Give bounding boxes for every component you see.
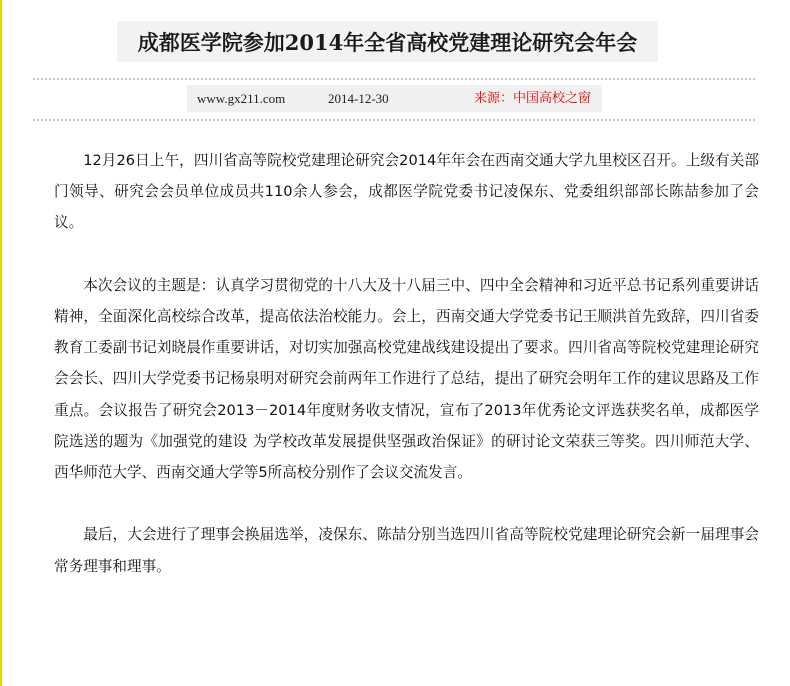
paragraph-2: 本次会议的主题是：认真学习贯彻党的十八大及十八届三中、四中全会精神和习近平总书记系列重要讲话精神，全面深化高校综合改革，提高依法治校能力。会上，西南交通大学党委书记王顺洪首先致辞，四川省委教育工委副书记刘晓晨作重要讲话，对切实加强高校党建战线建设提出了要求。四川省高等院校党建理论研究会会长、四川大学党委书记杨泉明对研究会前两年工作进行了总结，提出了研究会明年工作的建议思路及工作重点。会议报告了研究会2013－2014年度财务收支情况，宣布了2013年优秀论文评选获奖名单，成都医学院选送的题为《加强党的建设 为学校改革发展提供坚强政治保证》的研讨论文荣获三等奖。四川师范大学、西华师范大学、西南交通大学等5所高校分别作了会议交流发言。	[54, 276, 759, 482]
left-border-line	[0, 0, 2, 686]
title-banner	[117, 21, 658, 62]
article-title: 成都医学院参加2014年全省高校党建理论研究会年会	[137, 29, 638, 55]
paragraph-3: 最后，大会进行了理事会换届选举，凌保东、陈喆分别当选四川省高等院校党建理论研究会新一届理事会常务理事和理事。	[54, 526, 759, 575]
source-label[interactable]: 来源：中国高校之窗	[474, 91, 592, 106]
divider-bottom	[33, 119, 755, 121]
article-body	[54, 145, 759, 613]
divider-top	[33, 78, 755, 80]
publish-date: 2014-12-30	[328, 91, 389, 106]
article-meta-bar	[187, 85, 602, 112]
source-website[interactable]: www.gx211.com	[197, 91, 286, 106]
paragraph-1: 12月26日上午，四川省高等院校党建理论研究会2014年年会在西南交通大学九里校区召开。上级有关部门领导、研究会会员单位成员共110余人参会，成都医学院党委书记凌保东、党委组织部部长陈喆参加了会议。	[54, 152, 759, 232]
